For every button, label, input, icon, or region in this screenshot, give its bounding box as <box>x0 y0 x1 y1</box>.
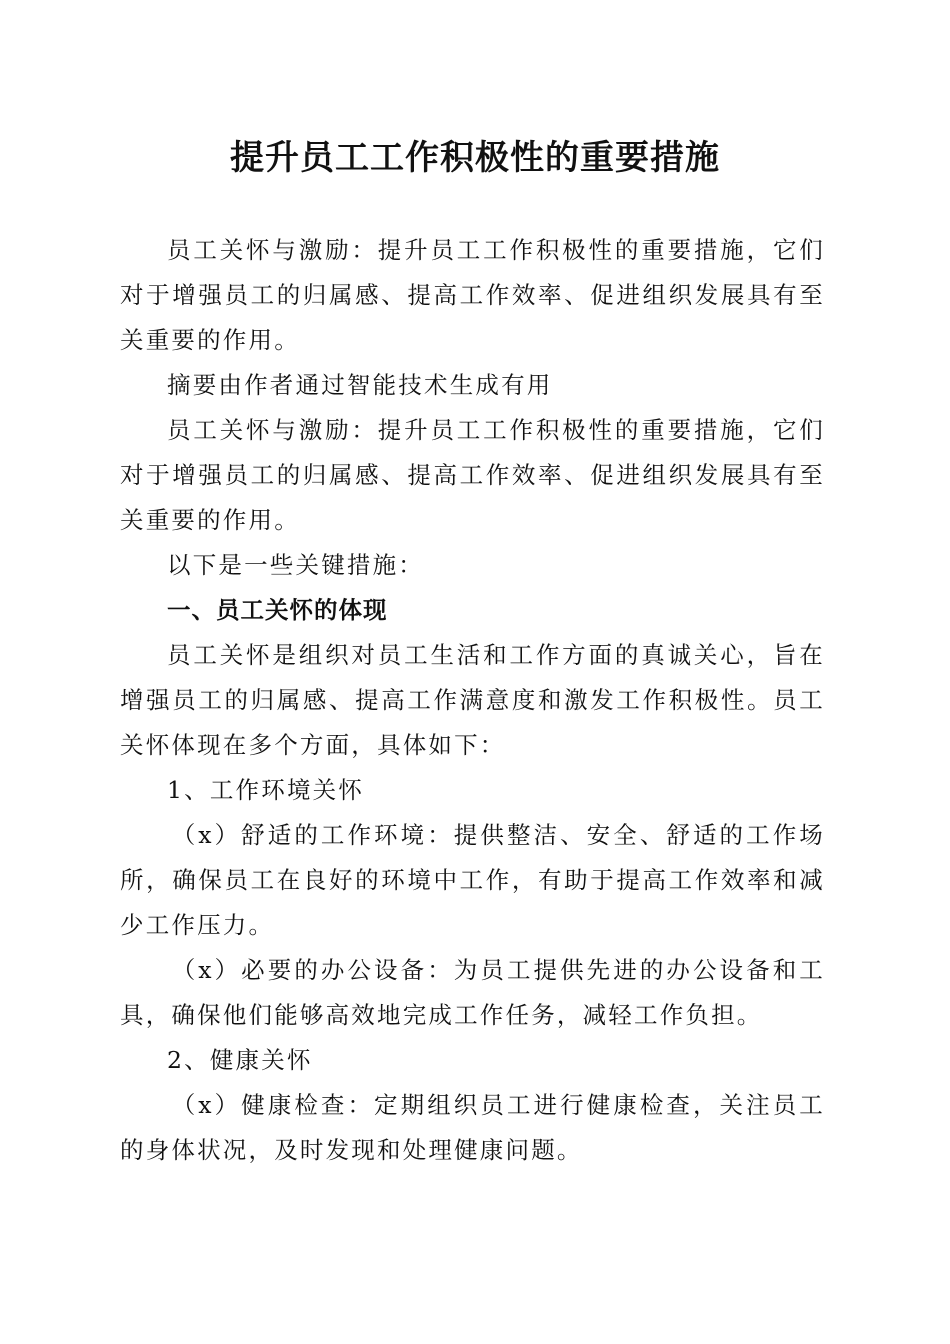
measures-lead: 以下是一些关键措施： <box>167 551 424 579</box>
intro-paragraph-repeat: 员工关怀与激励：提升员工工作积极性的重要措施，它们对于增强员工的归属感、提高工作效率、促进组织发展具有至关重要的作用。 <box>120 416 825 534</box>
list-item-office-equipment: （x）必要的办公设备：为员工提供先进的办公设备和工具，确保他们能够高效地完成工作任务，减轻工作负担。 <box>120 956 825 1029</box>
subheading-work-environment: 1、工作环境关怀 <box>167 776 365 804</box>
document-body <box>120 228 825 1173</box>
document-title: 提升员工工作积极性的重要措施 <box>230 138 720 178</box>
section-heading-employee-care: 一、员工关怀的体现 <box>167 596 388 624</box>
summary-note: 摘要由作者通过智能技术生成有用 <box>167 371 553 399</box>
intro-paragraph: 员工关怀与激励：提升员工工作积极性的重要措施，它们对于增强员工的归属感、提高工作效率、促进组织发展具有至关重要的作用。 <box>120 236 825 354</box>
list-item-health-check: （x）健康检查：定期组织员工进行健康检查，关注员工的身体状况，及时发现和处理健康问题。 <box>120 1091 825 1164</box>
list-item-comfortable-environment: （x）舒适的工作环境：提供整洁、安全、舒适的工作场所，确保员工在良好的环境中工作，有助于提高工作效率和减少工作压力。 <box>120 821 825 939</box>
employee-care-paragraph: 员工关怀是组织对员工生活和工作方面的真诚关心，旨在增强员工的归属感、提高工作满意度和激发工作积极性。员工关怀体现在多个方面，具体如下： <box>120 641 825 759</box>
subheading-health-care: 2、健康关怀 <box>167 1046 313 1074</box>
